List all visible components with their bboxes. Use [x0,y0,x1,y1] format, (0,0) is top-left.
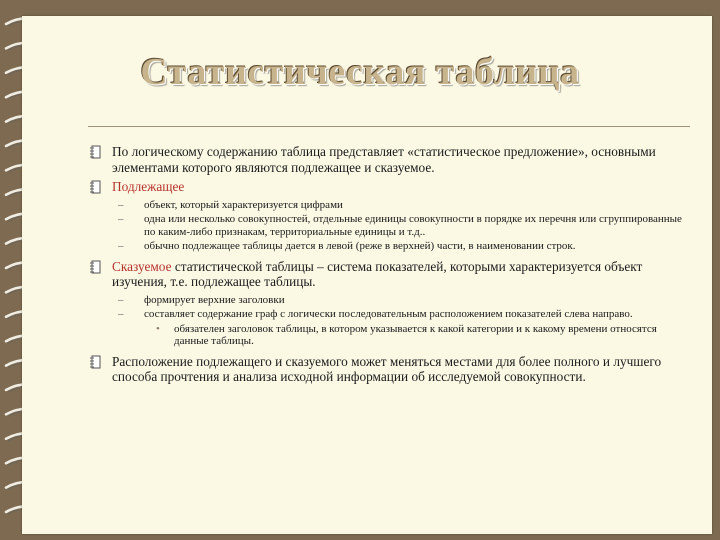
list-item: – обычно подлежащее таблицы дается в левой (реже в верхней) части, в наименовании строк. [118,240,576,252]
notebook-icon [88,145,102,159]
title-divider [88,126,690,127]
dash-marker: – [118,293,124,306]
list-item: – объект, который характеризуется цифрами [118,198,343,211]
bullet-arrangement [88,354,684,385]
slide-content [88,144,684,389]
bullet-predicate [88,259,684,290]
list-item: – одна или несколько совокупностей, отдельные единицы совокупности в порядке их перечня или сгруппированные по каким-либо признакам, территориальные единицы и т.д.. [118,213,682,238]
dash-marker: – [118,308,124,320]
predicate-sublist [88,294,684,348]
dash-marker: – [118,213,124,225]
bullet-text: По логическому содержанию таблица представляет «статистическое предложение», основными элементами которого являются подлежащее и сказуемое. [112,144,656,175]
dash-marker: – [118,240,124,252]
predicate-term: Сказуемое [112,258,172,274]
bullet-text: статистической таблицы – система показателей, которыми характеризуется объект изучения, т.е. подлежащее таблицы. [112,258,643,289]
notebook-icon [88,180,102,194]
subject-sublist [88,199,684,253]
bullet-subject [88,179,684,195]
notebook-icon [88,355,102,369]
dot-marker: • [156,322,160,335]
subject-term: Подлежащее [112,179,185,194]
dash-marker: – [118,198,124,211]
list-item: • обязателен заголовок таблицы, в котором указывается к какой категории и к какому времени относятся данные таблицы. [156,322,657,347]
bullet-logical-content [88,144,684,175]
bullet-text: Расположение подлежащего и сказуемого может меняться местами для более полного и лучшего способа прочтения и анализа исходной информации об исследуемой совокупности. [112,353,662,384]
list-item: – составляет содержание граф с логически последовательным расположением показателей слева направо. [118,308,633,320]
slide-title: Статистическая таблица [140,51,580,93]
list-item: – формирует верхние заголовки [118,293,285,306]
notebook-icon [88,260,102,274]
